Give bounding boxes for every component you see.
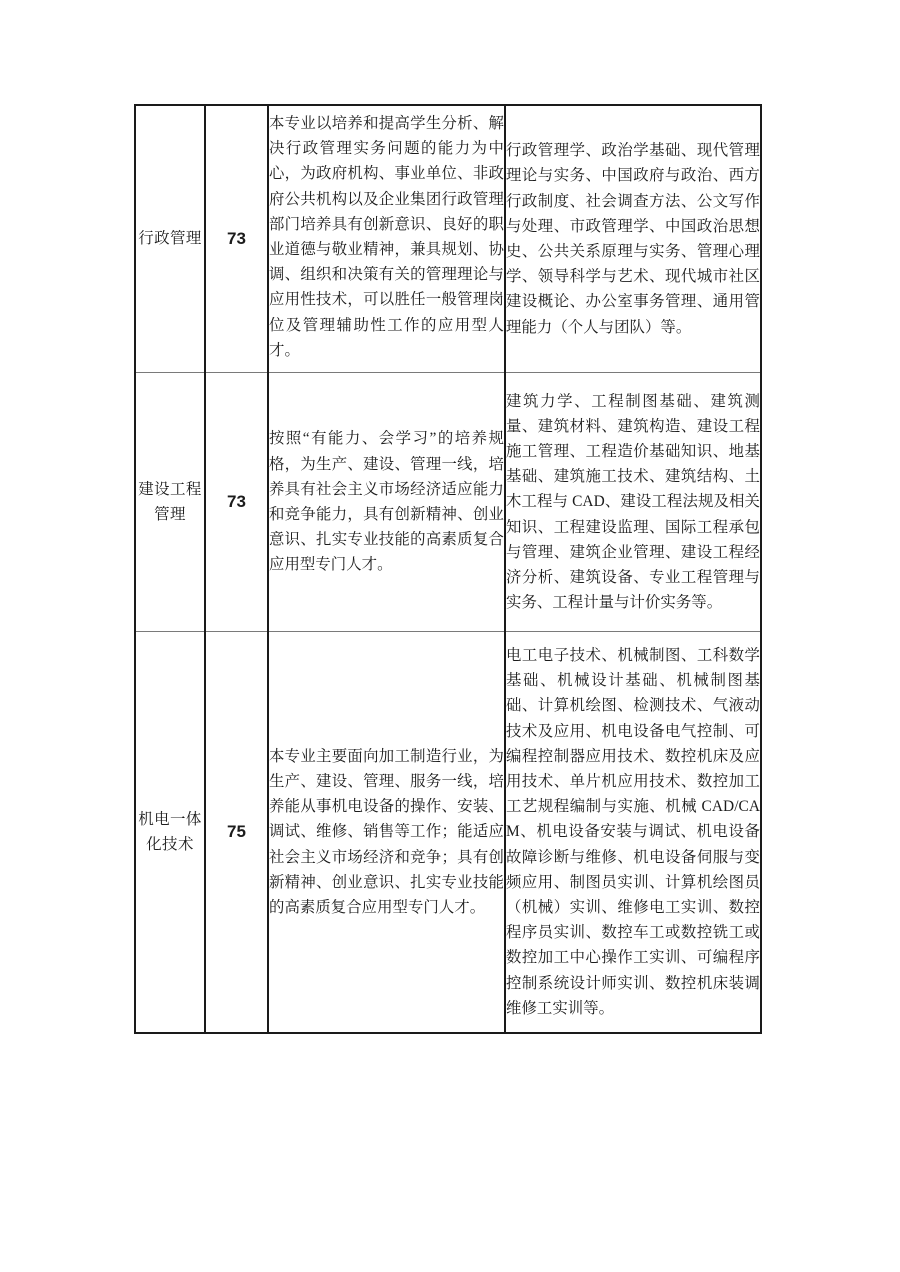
major-name-text: 机电一体化技术	[138, 810, 202, 853]
table-row	[135, 105, 761, 373]
cell-major-name	[135, 373, 205, 632]
cell-training-objective: 本专业主要面向加工制造行业，为生产、建设、管理、服务一线，培养能从事机电设备的操作、安装、调试、维修、销售等工作；能适应社会主义市场经济和竞争；具有创新精神、创业意识、扎实专业技能的高素质复合应用型专门人才。	[268, 632, 505, 1034]
cell-major-name	[135, 105, 205, 373]
cell-main-courses: 行政管理学、政治学基础、现代管理理论与实务、中国政府与政治、西方行政制度、社会调查方法、公文写作与处理、市政管理学、中国政治思想史、公共关系原理与实务、管理心理学、领导科学与艺术、现代城市社区建设概论、办公室事务管理、通用管理能力（个人与团队）等。	[505, 105, 761, 373]
cell-score: 75	[205, 632, 268, 1034]
major-name-text: 行政管理	[138, 230, 202, 248]
major-specialty-table	[134, 104, 762, 1034]
cell-score: 73	[205, 105, 268, 373]
table-row	[135, 632, 761, 1034]
cell-main-courses: 建筑力学、工程制图基础、建筑测量、建筑材料、建筑构造、建设工程施工管理、工程造价基础知识、地基基础、建筑施工技术、建筑结构、土木工程与 CAD、建设工程法规及相关知识、工程建设监理、国际工程承包与管理、建筑企业管理、建设工程经济分析、建筑设备、专业工程管理与实务、工程计量与计价实务等。	[505, 373, 761, 632]
cell-score: 73	[205, 373, 268, 632]
cell-training-objective: 按照“有能力、会学习”的培养规格，为生产、建设、管理一线，培养具有社会主义市场经济适应能力和竞争能力，具有创新精神、创业意识、扎实专业技能的高素质复合应用型专门人才。	[268, 373, 505, 632]
major-table-container	[134, 104, 762, 1034]
cell-major-name	[135, 632, 205, 1034]
cell-training-objective: 本专业以培养和提高学生分析、解决行政管理实务问题的能力为中心，为政府机构、事业单位、非政府公共机构以及企业集团行政管理部门培养具有创新意识、良好的职业道德与敬业精神，兼具规划、协调、组织和决策有关的管理理论与应用性技术，可以胜任一般管理岗位及管理辅助性工作的应用型人才。	[268, 105, 505, 373]
table-row	[135, 373, 761, 632]
cell-main-courses: 电工电子技术、机械制图、工科数学基础、机械设计基础、机械制图基础、计算机绘图、检测技术、气液动技术及应用、机电设备电气控制、可编程控制器应用技术、数控机床及应用技术、单片机应用技术、数控加工工艺规程编制与实施、机械 CAD/CAM、机电设备安装与调试、机电设备故障诊断与维修、机电设备伺服与变频应用、制图员实训、计算机绘图员（机械）实训、维修电工实训、数控程序员实训、数控车工或数控铣工或数控加工中心操作工实训、可编程序控制系统设计师实训、数控机床装调维修工实训等。	[505, 632, 761, 1034]
major-name-text: 建设工程管理	[138, 480, 202, 523]
